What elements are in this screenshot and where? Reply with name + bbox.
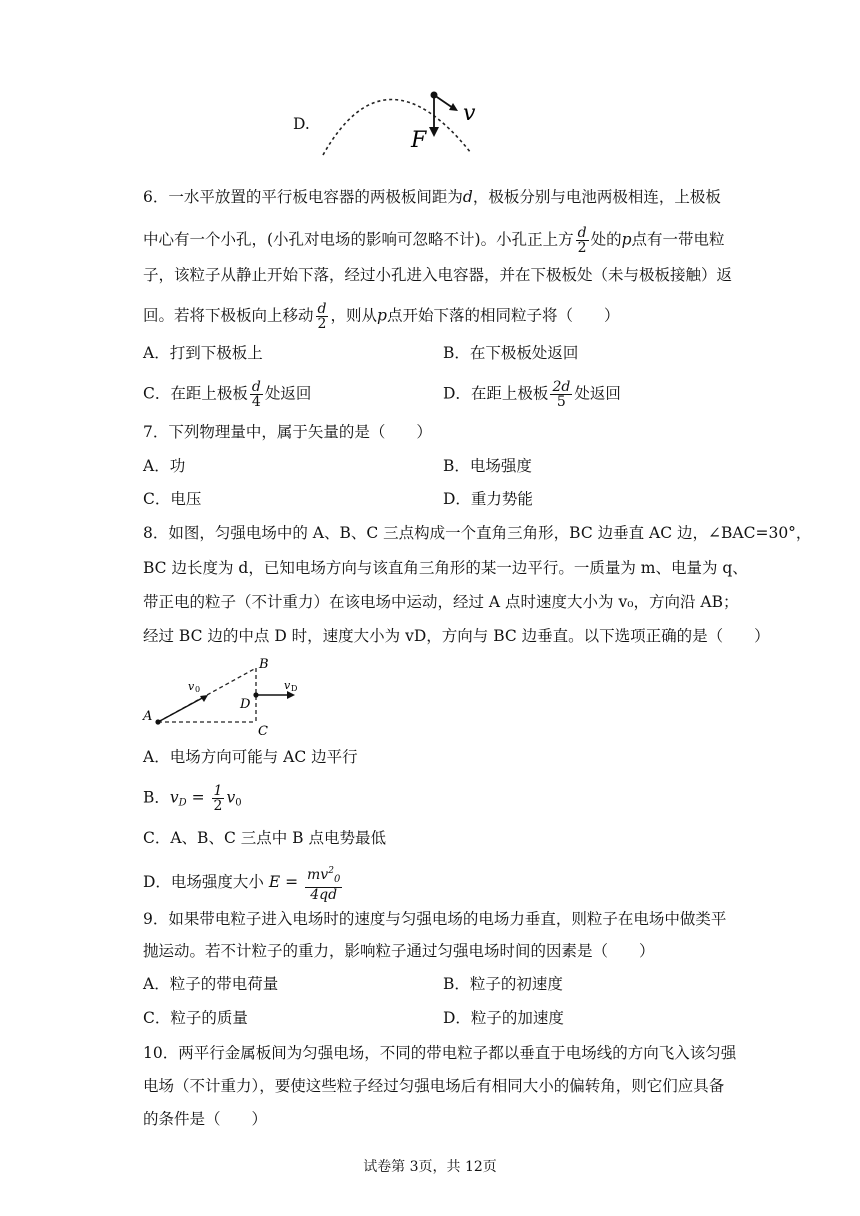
- q6-line1: 6．一水平放置的平行板电容器的两极板间距为d，极板分别与电池两极相连，上极板: [143, 188, 721, 206]
- q9-line1: 9．如果带电粒子进入电场时的速度与匀强电场的电场力垂直，则粒子在电场中做类平: [143, 910, 727, 928]
- fraction-d-over-2: $\frac{d}{2}$: [317, 301, 327, 332]
- q8-option-d: D．电场强度大小 E = $\frac{mv^2_0}{4qd}$: [143, 866, 341, 903]
- q9-option-b: B．粒子的初速度: [443, 975, 563, 993]
- q8-triangle-figure: [140, 652, 320, 738]
- label-d: D: [240, 697, 251, 712]
- page-footer: 试卷第 3页，共 12页: [363, 1159, 497, 1175]
- label-b: B: [259, 657, 269, 672]
- q6-option-d: D．在距上极板 $\frac{2d}{5}$ 处返回: [443, 379, 621, 410]
- q6-option-a: A．打到下极板上: [143, 344, 263, 362]
- q9-option-d: D．粒子的加速度: [443, 1009, 564, 1027]
- label-vd: v: [284, 679, 291, 692]
- q8-line1: 8．如图，匀强电场中的 A、B、C 三点构成一个直角三角形，BC 边垂直 AC 边，∠BAC=30°，: [143, 524, 812, 542]
- v0-arrow: [158, 696, 206, 722]
- q8-option-a: A．电场方向可能与 AC 边平行: [143, 748, 358, 766]
- q9-option-a: A．粒子的带电荷量: [143, 975, 279, 993]
- q6-option-c: C．在距上极板 $\frac{d}{4}$ 处返回: [143, 379, 312, 410]
- q6-line3: 子，该粒子从静止开始下落，经过小孔进入电容器，并在下极板处（未与极板接触）返: [143, 266, 733, 284]
- q6-line4: 回。若将下极板向上移动 $\frac{d}{2}$ ，则从p点开始下落的相同粒子将（ ）: [143, 301, 620, 332]
- q7-stem: 7．下列物理量中，属于矢量的是（ ）: [143, 423, 432, 441]
- q9-line2: 抛运动。若不计粒子的重力，影响粒子通过匀强电场时间的因素是（ ）: [143, 942, 655, 960]
- q10-line1: 10．两平行金属板间为匀强电场，不同的带电粒子都以垂直于电场线的方向飞入该匀强: [143, 1044, 737, 1062]
- q7-option-a: A．功: [143, 457, 186, 475]
- q7-option-d: D．重力势能: [443, 490, 533, 508]
- q6-option-b: B．在下极板处返回: [443, 344, 579, 362]
- q6-line2: 中心有一个小孔，(小孔对电场的影响可忽略不计)。小孔正上方 $\frac{d}{2}$ 处的p点有一带电粒: [143, 225, 725, 256]
- point-a: [155, 719, 160, 724]
- force-label: F: [411, 128, 427, 153]
- q8-line2: BC 边长度为 d，已知电场方向与该直角三角形的某一边平行。一质量为 m、电量为 q、: [143, 559, 748, 577]
- label-v0-sub: 0: [195, 685, 201, 694]
- q7-option-c: C．电压: [143, 490, 202, 508]
- label-a: A: [143, 709, 153, 724]
- q8-option-c: C．A、B、C 三点中 B 点电势最低: [143, 829, 386, 847]
- label-vd-sub: D: [291, 684, 298, 693]
- q5-option-d-figure: [315, 75, 495, 160]
- label-v0: v: [188, 680, 195, 693]
- q10-line3: 的条件是（ ）: [143, 1110, 268, 1128]
- velocity-label: v: [463, 101, 476, 126]
- q8-option-b: B．$v_D$ = $\frac{1}{2}$ $v_0$: [143, 783, 242, 814]
- q10-line2: 电场（不计重力），要使这些粒子经过匀强电场后有相同大小的偏转角，则它们应具备: [143, 1077, 725, 1095]
- q7-option-b: B．电场强度: [443, 457, 532, 475]
- q8-line4: 经过 BC 边的中点 D 时，速度大小为 vD，方向与 BC 边垂直。以下选项正确的是（ ）: [143, 627, 770, 645]
- q5-option-d-label: D.: [293, 115, 310, 133]
- velocity-arrow: [434, 95, 453, 108]
- q9-option-c: C．粒子的质量: [143, 1009, 248, 1027]
- label-c: C: [258, 724, 268, 738]
- q8-line3: 带正电的粒子（不计重力）在该电场中运动，经过 A 点时速度大小为 v₀，方向沿 AB；: [143, 593, 739, 611]
- fraction-d-over-2: $\frac{d}{2}$: [577, 225, 587, 256]
- trajectory-curve: [323, 99, 471, 155]
